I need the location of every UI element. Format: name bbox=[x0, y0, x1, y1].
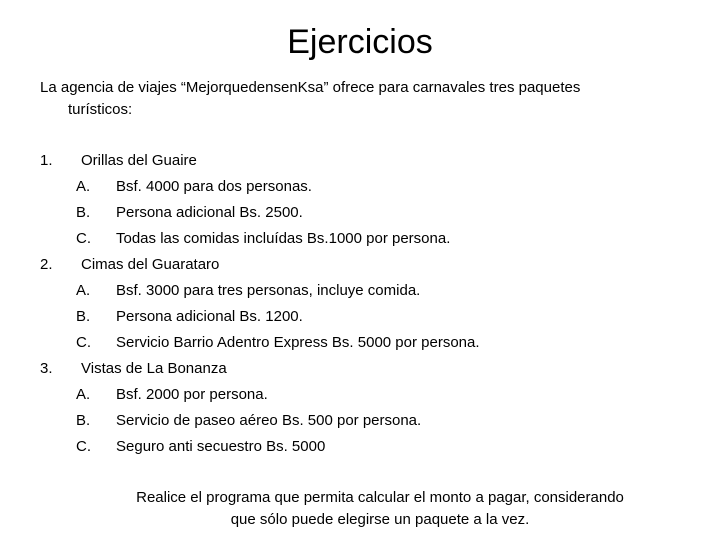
option-text: Servicio Barrio Adentro Express Bs. 5000 por persona. bbox=[116, 334, 480, 351]
option-letter: C. bbox=[76, 438, 91, 455]
option-text: Todas las comidas incluídas Bs.1000 por persona. bbox=[116, 230, 451, 247]
option-letter: A. bbox=[76, 282, 91, 299]
option-letter: B. bbox=[76, 308, 91, 325]
option-text: Bsf. 4000 para dos personas. bbox=[116, 178, 312, 195]
intro-paragraph bbox=[40, 77, 680, 121]
intro-line-2: turísticos: bbox=[68, 101, 133, 118]
intro-line-1: La agencia de viajes “MejorquedensenKsa” ofrece para carnavales tres paquetes bbox=[40, 79, 581, 96]
package-number: 2. bbox=[40, 256, 53, 273]
option-letter: B. bbox=[76, 412, 91, 429]
option-letter: C. bbox=[76, 334, 91, 351]
option-letter: A. bbox=[76, 178, 91, 195]
footer-line-1: Realice el programa que permita calcular el monto a pagar, considerando bbox=[136, 489, 624, 506]
option-text: Servicio de paseo aéreo Bs. 500 por persona. bbox=[116, 412, 422, 429]
option-text: Bsf. 3000 para tres personas, incluye comida. bbox=[116, 282, 421, 299]
package-number: 3. bbox=[40, 360, 53, 377]
footer-line-2: que sólo puede elegirse un paquete a la vez. bbox=[230, 511, 530, 528]
option-text: Seguro anti secuestro Bs. 5000 bbox=[116, 438, 326, 455]
package-number: 1. bbox=[40, 152, 53, 169]
footer-instruction bbox=[100, 487, 660, 531]
option-text: Persona adicional Bs. 2500. bbox=[116, 204, 303, 221]
option-letter: C. bbox=[76, 230, 91, 247]
slide-title: Ejercicios bbox=[287, 23, 433, 61]
option-text: Persona adicional Bs. 1200. bbox=[116, 308, 303, 325]
option-letter: A. bbox=[76, 386, 91, 403]
option-letter: B. bbox=[76, 204, 91, 221]
option-text: Bsf. 2000 por persona. bbox=[116, 386, 268, 403]
package-name: Orillas del Guaire bbox=[81, 152, 197, 169]
package-name: Cimas del Guarataro bbox=[81, 256, 220, 273]
package-name: Vistas de La Bonanza bbox=[81, 360, 227, 377]
